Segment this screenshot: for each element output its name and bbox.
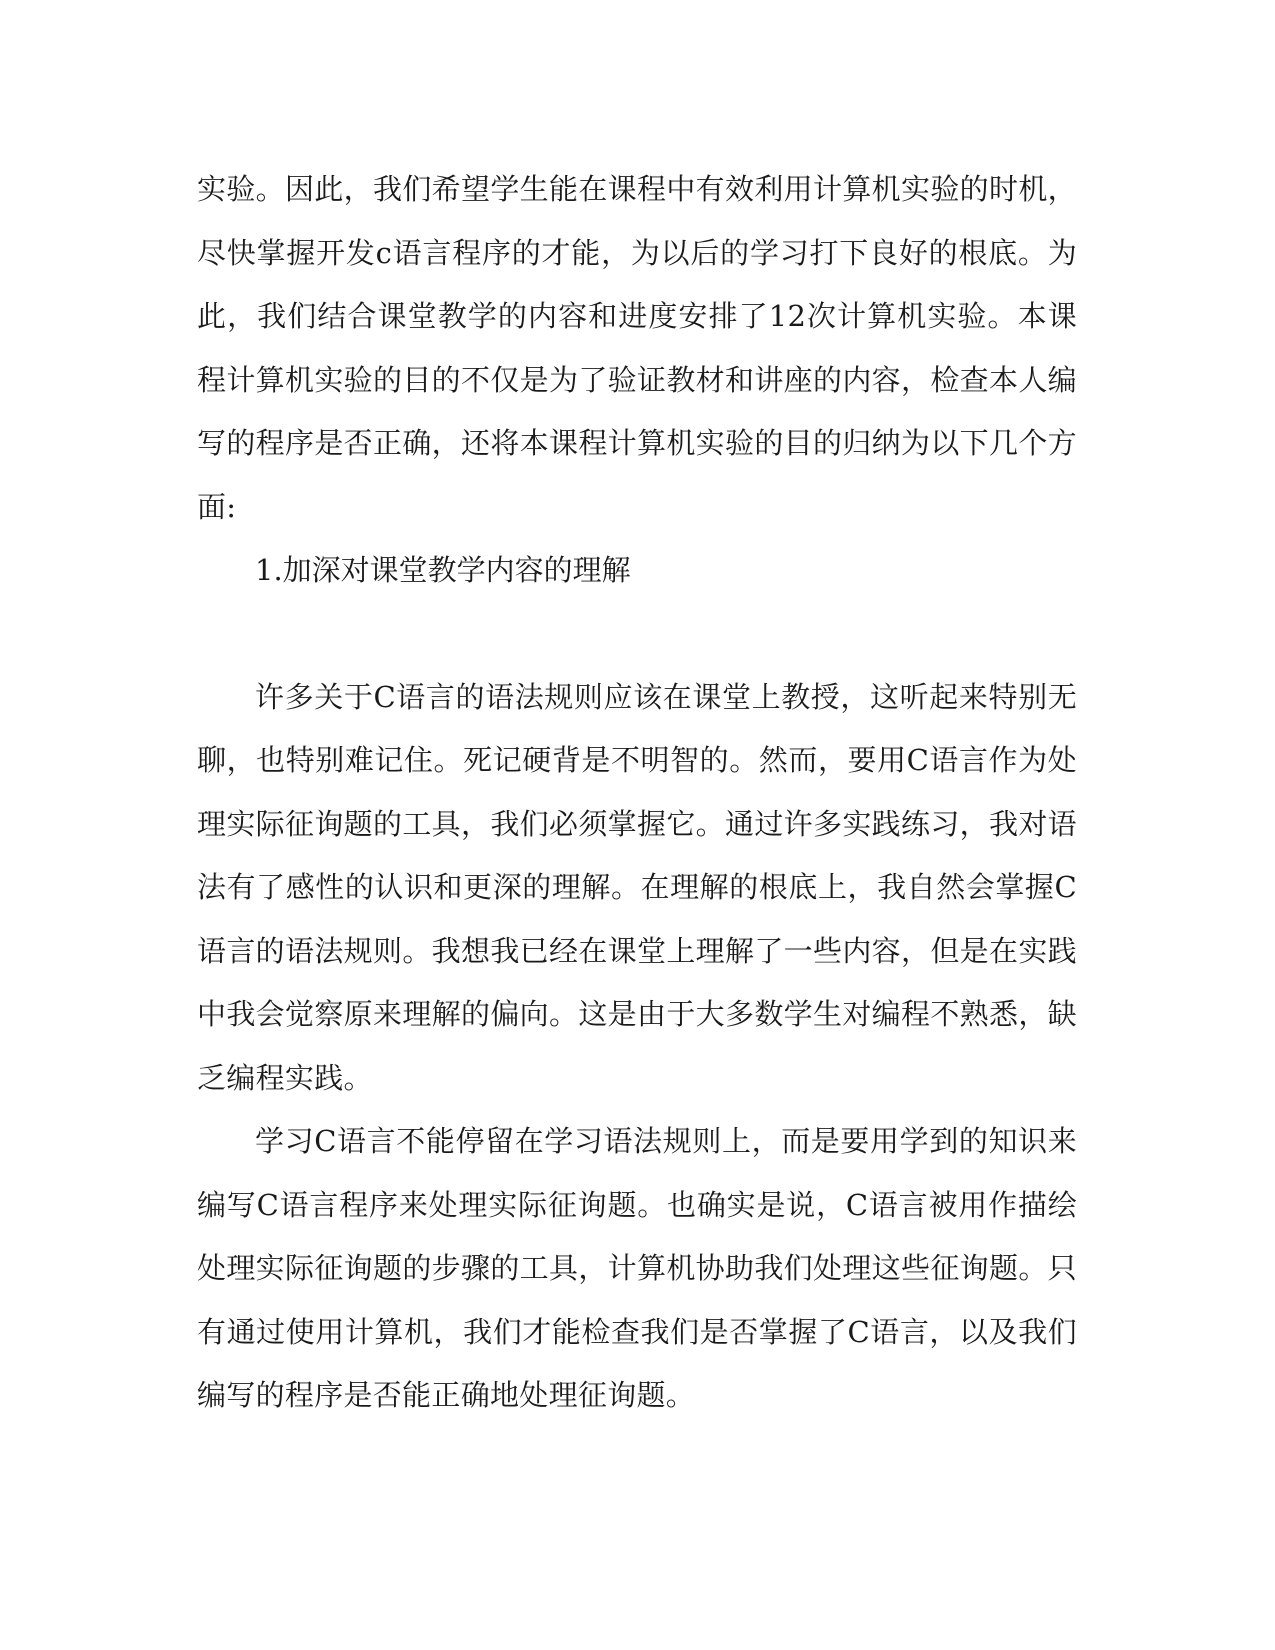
paragraph-practice: 学习C语言不能停留在学习语法规则上，而是要用学到的知识来编写C语言程序来处理实际征询题。也确实是说，C语言被用作描绘处理实际征询题的步骤的工具，计算机协助我们处理这些征询题。只有通过使用计算机，我们才能检查我们是否掌握了C语言，以及我们编写的程序是否能正确地处理征询题。 <box>197 1124 1077 1412</box>
section-heading: 1.加深对课堂教学内容的理解 <box>255 553 631 587</box>
paragraph-intro: 实验。因此，我们希望学生能在课程中有效利用计算机实验的时机，尽快掌握开发c语言程序的才能，为以后的学习打下良好的根底。为此，我们结合课堂教学的内容和进度安排了12次计算机实验。本课程计算机实验的目的不仅是为了验证教材和讲座的内容，检查本人编写的程序是否正确，还将本课程计算机实验的目的归纳为以下几个方面: <box>197 172 1077 524</box>
paragraph-syntax: 许多关于C语言的语法规则应该在课堂上教授，这听起来特别无聊，也特别难记住。死记硬背是不明智的。然而，要用C语言作为处理实际征询题的工具，我们必须掌握它。通过许多实践练习，我对语法有了感性的认识和更深的理解。在理解的根底上，我自然会掌握C语言的语法规则。我想我已经在课堂上理解了一些内容，但是在实践中我会觉察原来理解的偏向。这是由于大多数学生对编程不熟悉，缺乏编程实践。 <box>197 679 1077 1095</box>
document-page <box>197 158 1077 1428</box>
spacer <box>197 603 1077 666</box>
